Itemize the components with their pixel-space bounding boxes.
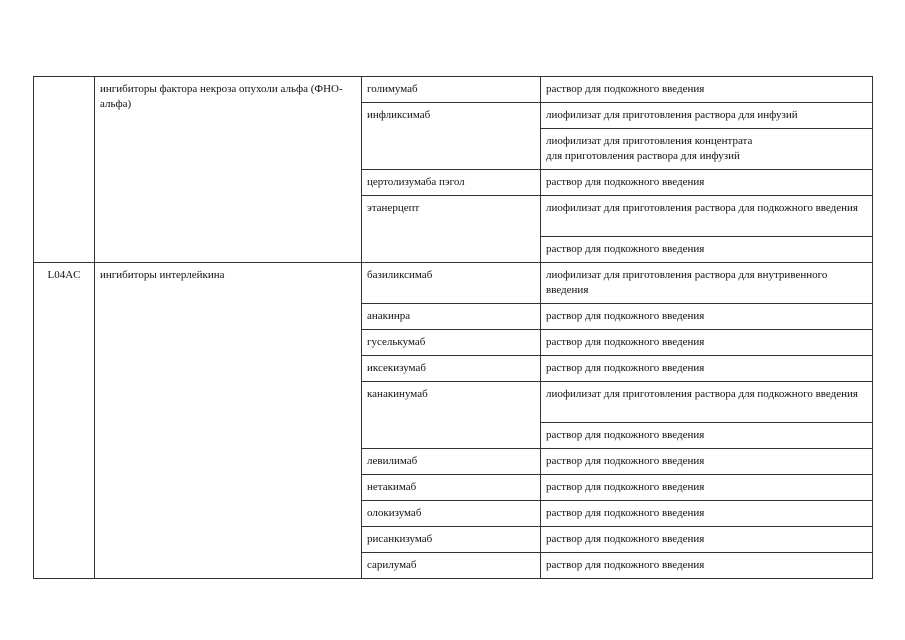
group-name-cell: ингибиторы фактора некроза опухоли альфа (ФНО-альфа): [95, 77, 362, 263]
table-row: [34, 77, 873, 103]
drug-name-cell: нетакимаб: [362, 475, 541, 501]
dosage-form-cell: раствор для подкожного введения: [541, 501, 873, 527]
drug-name-cell: иксекизумаб: [362, 356, 541, 382]
dosage-form-cell: раствор для подкожного введения: [541, 553, 873, 579]
dosage-form-cell: раствор для подкожного введения: [541, 237, 873, 263]
dosage-form-cell: лиофилизат для приготовления концентрата для приготовления раствора для инфузий: [541, 129, 873, 170]
dosage-form-cell: лиофилизат для приготовления раствора для подкожного введения: [541, 382, 873, 423]
drug-name-cell: левилимаб: [362, 449, 541, 475]
atc-code-cell: L04AC: [34, 263, 95, 579]
drug-name-cell: канакинумаб: [362, 382, 541, 449]
drug-name-cell: этанерцепт: [362, 196, 541, 263]
dosage-form-cell: раствор для подкожного введения: [541, 356, 873, 382]
drug-name-cell: цертолизумаба пэгол: [362, 170, 541, 196]
drug-name-cell: сарилумаб: [362, 553, 541, 579]
dosage-form-cell: раствор для подкожного введения: [541, 527, 873, 553]
drug-name-cell: рисанкизумаб: [362, 527, 541, 553]
dosage-form-cell: лиофилизат для приготовления раствора для инфузий: [541, 103, 873, 129]
dosage-form-cell: лиофилизат для приготовления раствора для внутривенного введения: [541, 263, 873, 304]
dosage-form-cell: раствор для подкожного введения: [541, 449, 873, 475]
dosage-form-cell: раствор для подкожного введения: [541, 475, 873, 501]
dosage-form-cell: раствор для подкожного введения: [541, 330, 873, 356]
drug-name-cell: базиликсимаб: [362, 263, 541, 304]
drug-name-cell: анакинра: [362, 304, 541, 330]
table-row: [34, 263, 873, 304]
dosage-form-cell: раствор для подкожного введения: [541, 77, 873, 103]
drug-name-cell: гуселькумаб: [362, 330, 541, 356]
atc-code-cell: [34, 77, 95, 263]
drug-table: [33, 76, 873, 579]
drug-name-cell: голимумаб: [362, 77, 541, 103]
drug-name-cell: инфликсимаб: [362, 103, 541, 170]
drug-name-cell: олокизумаб: [362, 501, 541, 527]
dosage-form-cell: лиофилизат для приготовления раствора для подкожного введения: [541, 196, 873, 237]
dosage-form-cell: раствор для подкожного введения: [541, 304, 873, 330]
dosage-form-cell: раствор для подкожного введения: [541, 170, 873, 196]
group-name-cell: ингибиторы интерлейкина: [95, 263, 362, 579]
dosage-form-cell: раствор для подкожного введения: [541, 423, 873, 449]
